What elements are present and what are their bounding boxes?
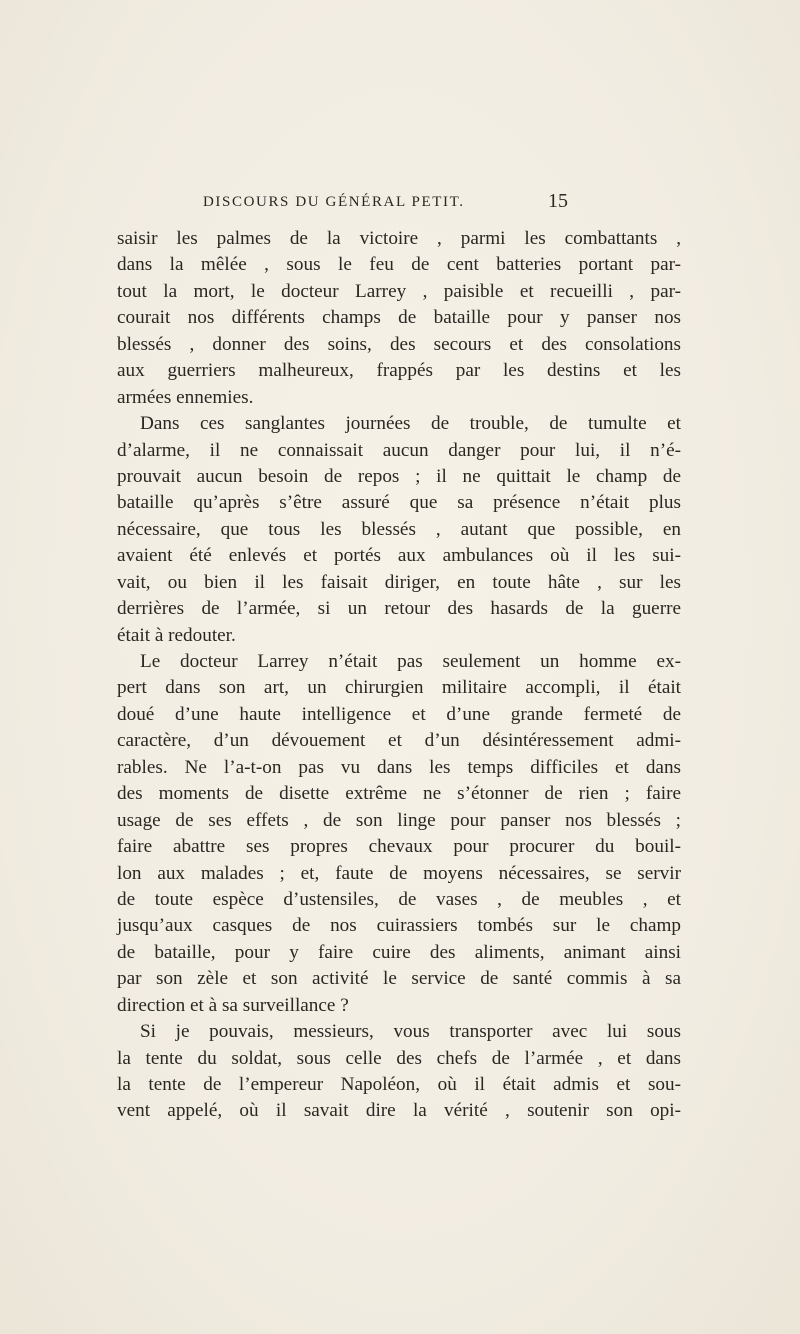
text-line: aux guerriers malheureux, frappés par les destins et les xyxy=(117,360,681,382)
text-line: blessés , donner des soins, des secours et des consolations xyxy=(117,333,681,355)
running-head xyxy=(0,190,800,220)
text-line: saisir les palmes de la victoire , parmi les combattants , xyxy=(117,228,681,249)
text-line: prouvait aucun besoin de repos ; il ne quittait le champ de xyxy=(117,465,681,487)
text-line: pert dans son art, un chirurgien militaire accompli, il était xyxy=(117,677,681,699)
text-line: vent appelé, où il savait dire la vérité , soutenir son opi- xyxy=(117,1100,681,1122)
text-line: vait, ou bien il les faisait diriger, en toute hâte , sur les xyxy=(117,571,681,593)
text-line: usage de ses effets , de son linge pour panser nos blessés ; xyxy=(117,809,681,831)
paragraph-start-line: Si je pouvais, messieurs, vous transporter avec lui sous xyxy=(140,1021,681,1043)
text-line: nécessaire, que tous les blessés , autant que possible, en xyxy=(117,518,681,540)
body-text xyxy=(117,226,681,1125)
text-line: dans la mêlée , sous le feu de cent batteries portant par- xyxy=(117,254,681,276)
text-line: jusqu’aux casques de nos cuirassiers tombés sur le champ xyxy=(117,915,681,937)
text-line: courait nos différents champs de bataille pour y panser nos xyxy=(117,307,681,329)
paragraph-start-line: Dans ces sanglantes journées de trouble, de tumulte et xyxy=(140,413,681,435)
running-title: DISCOURS DU GÉNÉRAL PETIT. xyxy=(203,194,465,210)
text-line: d’alarme, il ne connaissait aucun danger pour lui, il n’é- xyxy=(117,439,681,461)
text-line: caractère, d’un dévouement et d’un désintéressement admi- xyxy=(117,730,681,752)
text-line: par son zèle et son activité le service de santé commis à sa xyxy=(117,968,681,990)
text-line: lon aux malades ; et, faute de moyens nécessaires, se servir xyxy=(117,862,681,884)
text-line: bataille qu’après s’être assuré que sa présence n’était plus xyxy=(117,492,681,514)
page-number: 15 xyxy=(548,190,568,212)
text-line: derrières de l’armée, si un retour des hasards de la guerre xyxy=(117,598,681,620)
text-line: faire abattre ses propres chevaux pour procurer du bouil- xyxy=(117,836,681,858)
text-line: de toute espèce d’ustensiles, de vases , de meubles , et xyxy=(117,888,681,910)
text-line: avaient été enlevés et portés aux ambulances où il les sui- xyxy=(117,545,681,567)
text-line: la tente de l’empereur Napoléon, où il était admis et sou- xyxy=(117,1074,681,1095)
paragraph-start-line: Le docteur Larrey n’était pas seulement un homme ex- xyxy=(140,651,681,672)
text-line: rables. Ne l’a-t-on pas vu dans les temps difficiles et dans xyxy=(117,756,681,778)
text-line: des moments de disette extrême ne s’étonner de rien ; faire xyxy=(117,783,681,805)
text-line: direction et à sa surveillance ? xyxy=(117,994,349,1016)
text-line: la tente du soldat, sous celle des chefs de l’armée , et dans xyxy=(117,1047,681,1069)
text-line: doué d’une haute intelligence et d’une grande fermeté de xyxy=(117,703,681,725)
text-line: tout la mort, le docteur Larrey , paisible et recueilli , par- xyxy=(117,280,681,302)
text-line: de bataille, pour y faire cuire des aliments, animant ainsi xyxy=(117,941,681,963)
text-line: était à redouter. xyxy=(117,624,236,646)
text-line: armées ennemies. xyxy=(117,386,254,408)
